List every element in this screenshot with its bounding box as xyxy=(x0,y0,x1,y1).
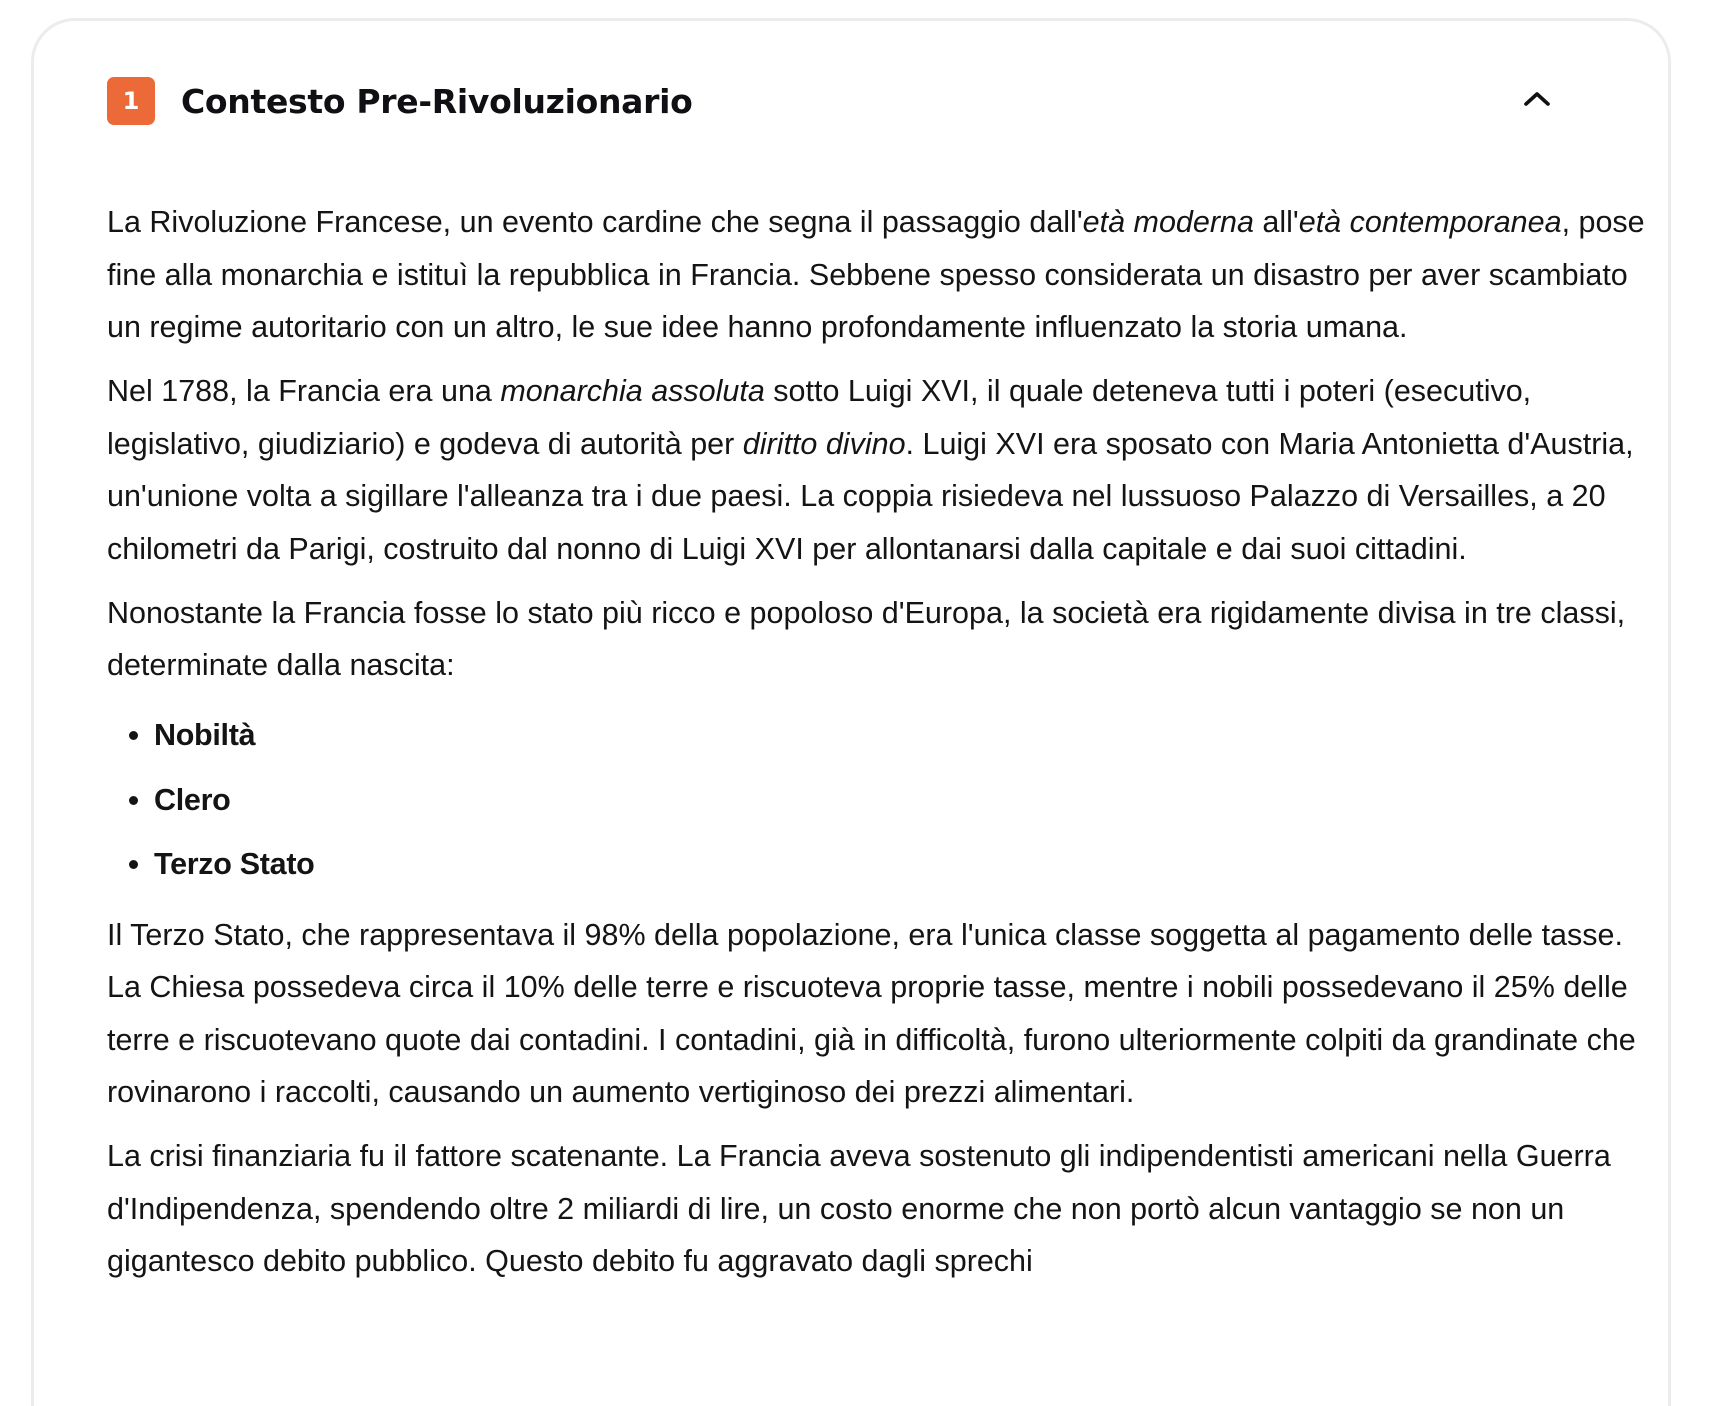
list-item: Nobiltà xyxy=(154,703,1647,768)
social-classes-list xyxy=(107,703,1647,897)
section-card xyxy=(31,18,1671,1406)
section-content xyxy=(107,196,1647,1299)
section-title: Contesto Pre-Rivoluzionario xyxy=(181,81,693,121)
section-number-badge: 1 xyxy=(107,77,155,125)
list-item: Terzo Stato xyxy=(154,832,1647,897)
chevron-up-icon[interactable] xyxy=(1522,87,1552,109)
section-header[interactable] xyxy=(107,77,1595,125)
emphasis-eta-moderna: età moderna xyxy=(1082,205,1254,239)
emphasis-eta-contemporanea: età contemporanea xyxy=(1298,205,1562,239)
paragraph-third-estate: Il Terzo Stato, che rappresentava il 98% della popolazione, era l'unica classe soggetta al pagamento delle tasse. La Chiesa possedeva circa il 10% delle terre e riscuoteva proprie tasse, mentre i nobili possedevano il 25% delle terre e riscuotevano quote dai contadini. I contadini, già in difficoltà, furono ulteriormente colpiti da grandinate che rovinarono i raccolti, causando un aumento vertiginoso dei prezzi alimentari. xyxy=(107,917,1636,1109)
paragraph-financial-crisis: La crisi finanziaria fu il fattore scatenante. La Francia aveva sostenuto gli indipendentisti americani nella Guerra d'Indipendenza, spendendo oltre 2 miliardi di lire, un costo enorme che non portò alcun vantaggio se non un gigantesco debito pubblico. Questo debito fu aggravato dagli sprechi xyxy=(107,1139,1611,1278)
emphasis-monarchia-assoluta: monarchia assoluta xyxy=(500,374,765,408)
emphasis-diritto-divino: diritto divino xyxy=(742,426,906,461)
paragraph-intro: La Rivoluzione Francese, un evento cardine che segna il passaggio dall'età moderna all'età contemporanea, pose fine alla monarchia e istituì la repubblica in Francia. Sebbene spesso considerata un disastro per aver scambiato un regime autoritario con un altro, le sue idee hanno profondamente influenzato la storia umana. xyxy=(107,205,1645,344)
paragraph-society: Nonostante la Francia fosse lo stato più ricco e popoloso d'Europa, la società era rigidamente divisa in tre classi, determinate dalla nascita: xyxy=(107,595,1626,682)
paragraph-monarchy: Nel 1788, la Francia era una monarchia assoluta sotto Luigi XVI, il quale deteneva tutti i poteri (esecutivo, legislativo, giudiziario) e godeva di autorità per diritto divino. Luigi XVI era sposato con Maria Antonietta d'Austria, un'unione volta a sigillare l'alleanza tra i due paesi. La coppia risiedeva nel lussuoso Palazzo di Versailles, a 20 chilometri da Parigi, costruito dal nonno di Luigi XVI per allontanarsi dalla capitale e dai suoi cittadini. xyxy=(107,374,1634,566)
list-item: Clero xyxy=(154,768,1647,833)
